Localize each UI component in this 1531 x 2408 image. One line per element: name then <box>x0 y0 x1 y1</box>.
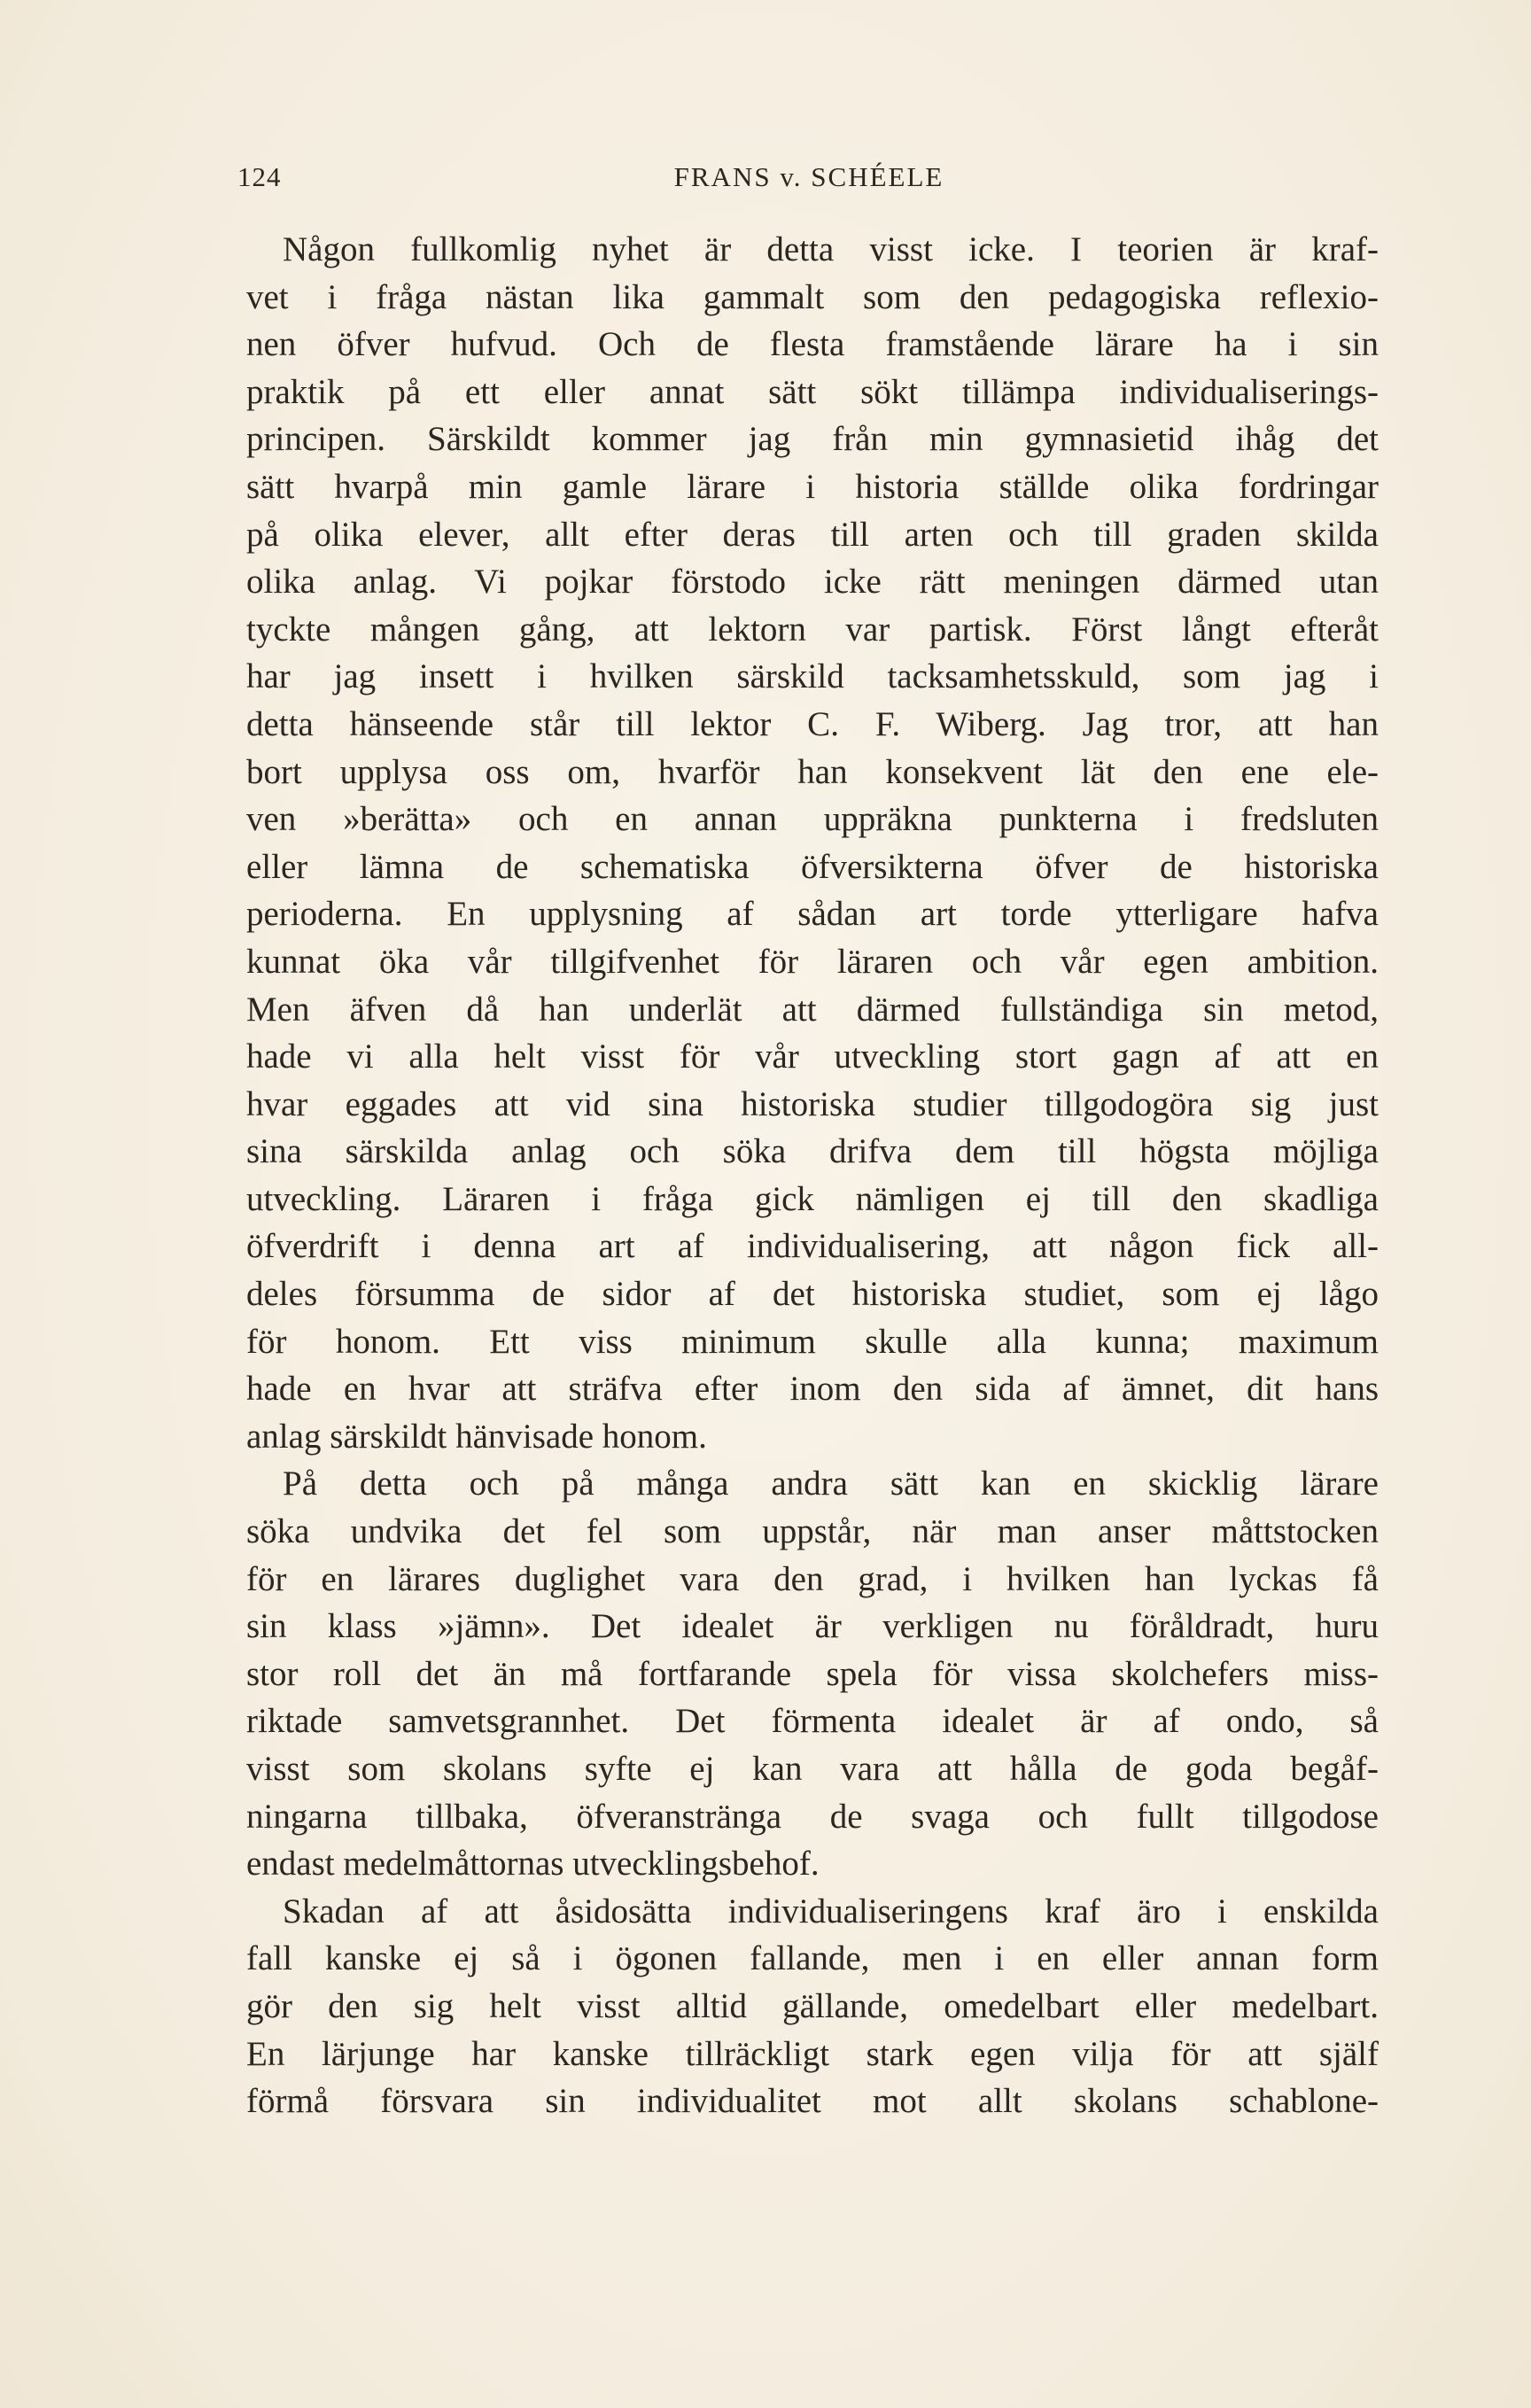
text-line: olika anlag. Vi pojkar förstodo icke rätt meningen därmed utan <box>246 563 1379 602</box>
text-line: på olika elever, allt efter deras till arten och till graden skilda <box>246 515 1379 554</box>
text-line: hvar eggades att vid sina historiska studier tillgodogöra sig just <box>246 1084 1379 1123</box>
running-head: FRANS v. SCHÉELE <box>673 161 944 192</box>
text-line: nen öfver hufvud. Och de flesta framstående lärare ha i sin <box>246 325 1379 364</box>
text-line: för en lärares duglighet vara den grad, i hvilken han lyckas få <box>246 1559 1379 1598</box>
text-line: visst som skolans syfte ej kan vara att hålla de goda begåf- <box>246 1750 1379 1788</box>
text-line: tyckte mången gång, att lektorn var partisk. Först långt efteråt <box>246 610 1379 649</box>
text-line: På detta och på många andra sätt kan en skicklig lärare <box>283 1464 1379 1503</box>
text-line: har jag insett i hvilken särskild tacksamhetsskuld, som jag i <box>246 657 1379 696</box>
text-line: utveckling. Läraren i fråga gick nämligen ej till den skadliga <box>246 1179 1379 1218</box>
text-line: stor roll det än må fortfarande spela för vissa skolchefers miss- <box>246 1654 1379 1693</box>
text-line: perioderna. En upplysning af sådan art torde ytterligare hafva <box>246 895 1379 934</box>
page-header <box>237 161 1380 197</box>
text-line: sätt hvarpå min gamle lärare i historia ställde olika fordringar <box>246 467 1379 506</box>
text-line: vet i fråga nästan lika gammalt som den pedagogiska reflexio- <box>246 277 1379 316</box>
text-line: eller lämna de schematiska öfversikterna öfver de historiska <box>246 847 1379 886</box>
body-text <box>246 226 1379 2125</box>
text-line: sina särskilda anlag och söka drifva dem till högsta möjliga <box>246 1132 1379 1171</box>
text-line: gör den sig helt visst alltid gällande, omedelbart eller medelbart. <box>246 1986 1379 2025</box>
text-line: principen. Särskildt kommer jag från min gymnasietid ihåg det <box>246 420 1379 459</box>
text-line: för honom. Ett viss minimum skulle alla kunna; maximum <box>246 1322 1379 1361</box>
text-line: deles försumma de sidor af det historiska studiet, som ej lågo <box>246 1275 1379 1314</box>
text-line: fall kanske ej så i ögonen fallande, men i en eller annan form <box>246 1939 1379 1978</box>
text-line: hade en hvar att sträfva efter inom den sida af ämnet, dit hans <box>246 1370 1379 1409</box>
text-line: riktade samvetsgrannhet. Det förmenta idealet är af ondo, så <box>246 1702 1379 1741</box>
text-line: söka undvika det fel som uppstår, när man anser måttstocken <box>246 1512 1379 1551</box>
text-line: ningarna tillbaka, öfveranstränga de svaga och fullt tillgodose <box>246 1797 1379 1836</box>
text-line: ven »berätta» och en annan uppräkna punkterna i fredsluten <box>246 800 1379 839</box>
text-line: öfverdrift i denna art af individualisering, att någon fick all- <box>246 1227 1379 1266</box>
text-line: Men äfven då han underlät att därmed fullständiga sin metod, <box>246 990 1379 1029</box>
text-line: förmå försvara sin individualitet mot allt skolans schablone- <box>246 2082 1379 2121</box>
text-line: Skadan af att åsidosätta individualiseringens kraf äro i enskilda <box>283 1891 1379 1930</box>
text-line: Någon fullkomlig nyhet är detta visst icke. I teorien är kraf- <box>283 230 1379 268</box>
text-line: En lärjunge har kanske tillräckligt stark egen vilja för att själf <box>246 2034 1379 2073</box>
text-line: endast medelmåttornas utvecklingsbehof. <box>246 1845 820 1884</box>
page-number: 124 <box>237 161 282 192</box>
text-line: praktik på ett eller annat sätt sökt tillämpa individualiserings- <box>246 372 1379 411</box>
text-line: detta hänseende står till lektor C. F. Wiberg. Jag tror, att han <box>246 704 1379 743</box>
text-line: hade vi alla helt visst för vår utveckling stort gagn af att en <box>246 1037 1379 1076</box>
text-line: kunnat öka vår tillgifvenhet för läraren och vår egen ambition. <box>246 942 1379 981</box>
text-line: anlag särskildt hänvisade honom. <box>246 1417 707 1456</box>
text-line: bort upplysa oss om, hvarför han konsekvent lät den ene ele- <box>246 752 1379 791</box>
text-line: sin klass »jämn». Det idealet är verkligen nu föråldradt, huru <box>246 1607 1379 1646</box>
